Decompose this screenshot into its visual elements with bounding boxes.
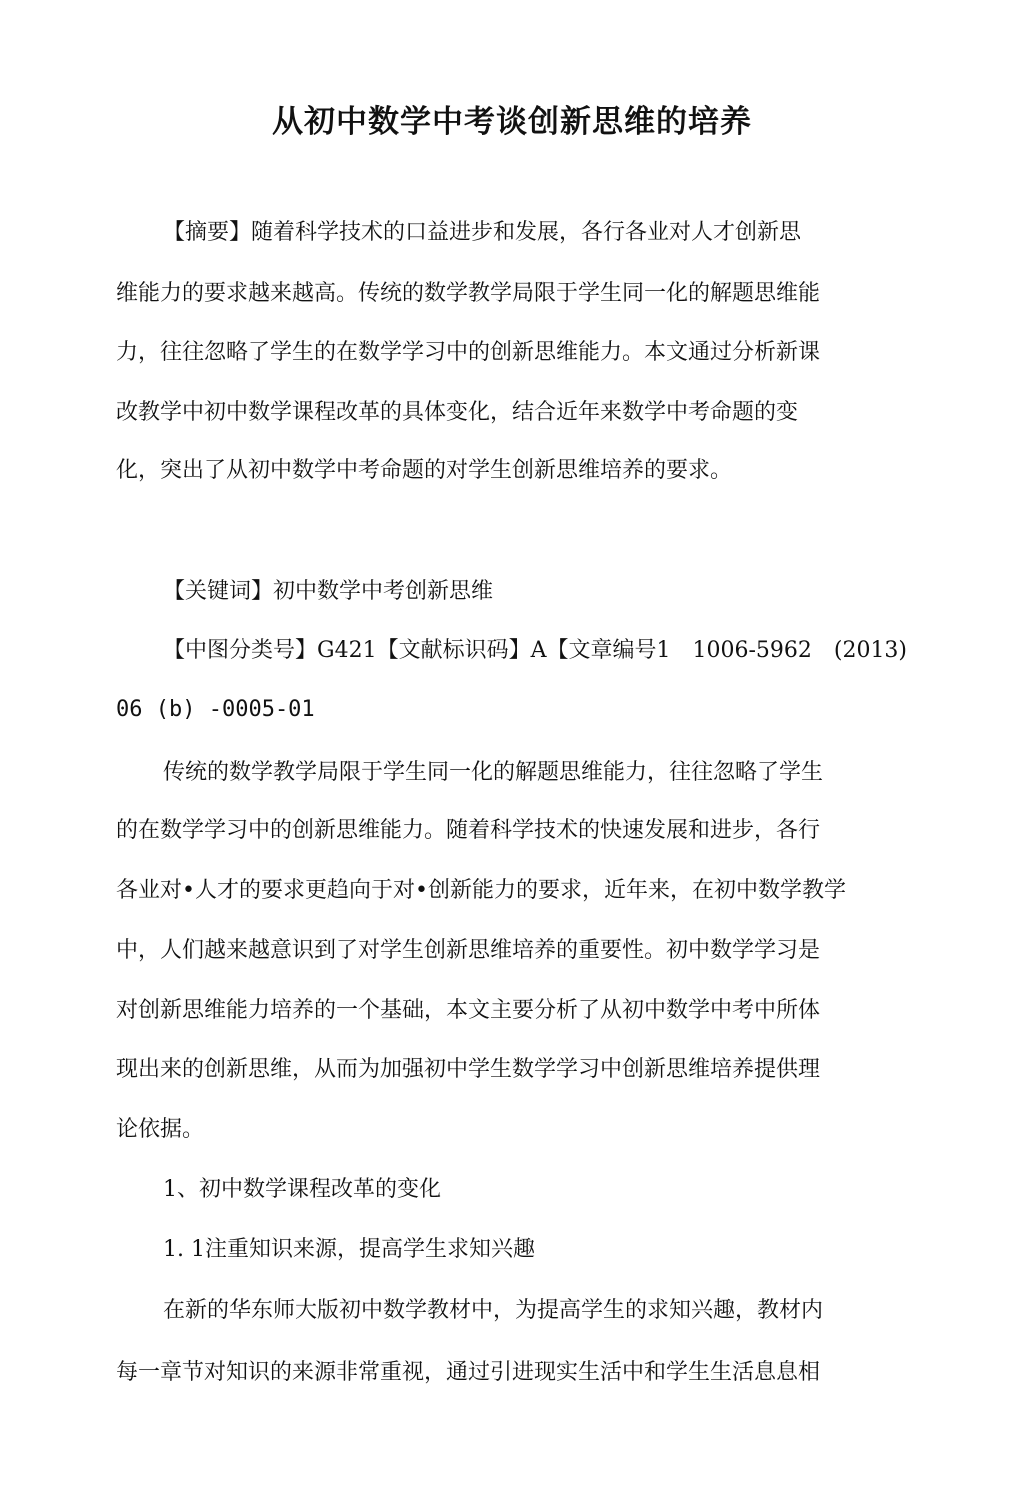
abstract-line: 力，往往忽略了学生的在数学学习中的创新思维能力。本文通过分析新课 xyxy=(116,340,821,365)
document-title: 从初中数学中考谈创新思维的培养 xyxy=(272,104,752,140)
intro-line: 各业对•人才的要求更趋向于对•创新能力的要求，近年来，在初中数学教学 xyxy=(116,878,846,903)
intro-line: 的在数学学习中的创新思维能力。随着科学技术的快速发展和进步，各行 xyxy=(116,818,821,843)
intro-line: 论依据。 xyxy=(116,1117,205,1142)
intro-line: 现出来的创新思维，从而为加强初中学生数学学习中创新思维培养提供理 xyxy=(116,1057,821,1082)
intro-line: 对创新思维能力培养的一个基础，本文主要分析了从初中数学中考中所体 xyxy=(116,998,821,1023)
intro-line: 传统的数学教学局限于学生同一化的解题思维能力，往往忽略了学生 xyxy=(163,760,824,785)
abstract-line: 化，突出了从初中数学中考命题的对学生创新思维培养的要求。 xyxy=(116,458,733,483)
abstract-line: 维能力的要求越来越高。传统的数学教学局限于学生同一化的解题思维能 xyxy=(116,281,821,306)
keywords: 【关键词】初中数学中考创新思维 xyxy=(163,579,494,604)
intro-line: 中，人们越来越意识到了对学生创新思维培养的重要性。初中数学学习是 xyxy=(116,938,821,963)
abstract-line: 【摘要】随着科学技术的口益进步和发展，各行各业对人才创新思 xyxy=(163,220,802,245)
body-line: 每一章节对知识的来源非常重视，通过引进现实生活中和学生生活息息相 xyxy=(116,1360,821,1385)
classification-line: 06 (b) -0005-01 xyxy=(116,697,315,722)
section-heading: 1、初中数学课程改革的变化 xyxy=(163,1177,441,1202)
body-line: 在新的华东师大版初中数学教材中，为提高学生的求知兴趣，教材内 xyxy=(163,1298,824,1323)
classification-line: 【中图分类号】G421【文献标识码】A【文章编号1 1006-5962 (2013) xyxy=(163,638,908,663)
subsection-heading: 1. 1注重知识来源，提高学生求知兴趣 xyxy=(163,1237,535,1262)
abstract-line: 改教学中初中数学课程改革的具体变化，结合近年来数学中考命题的变 xyxy=(116,400,799,425)
